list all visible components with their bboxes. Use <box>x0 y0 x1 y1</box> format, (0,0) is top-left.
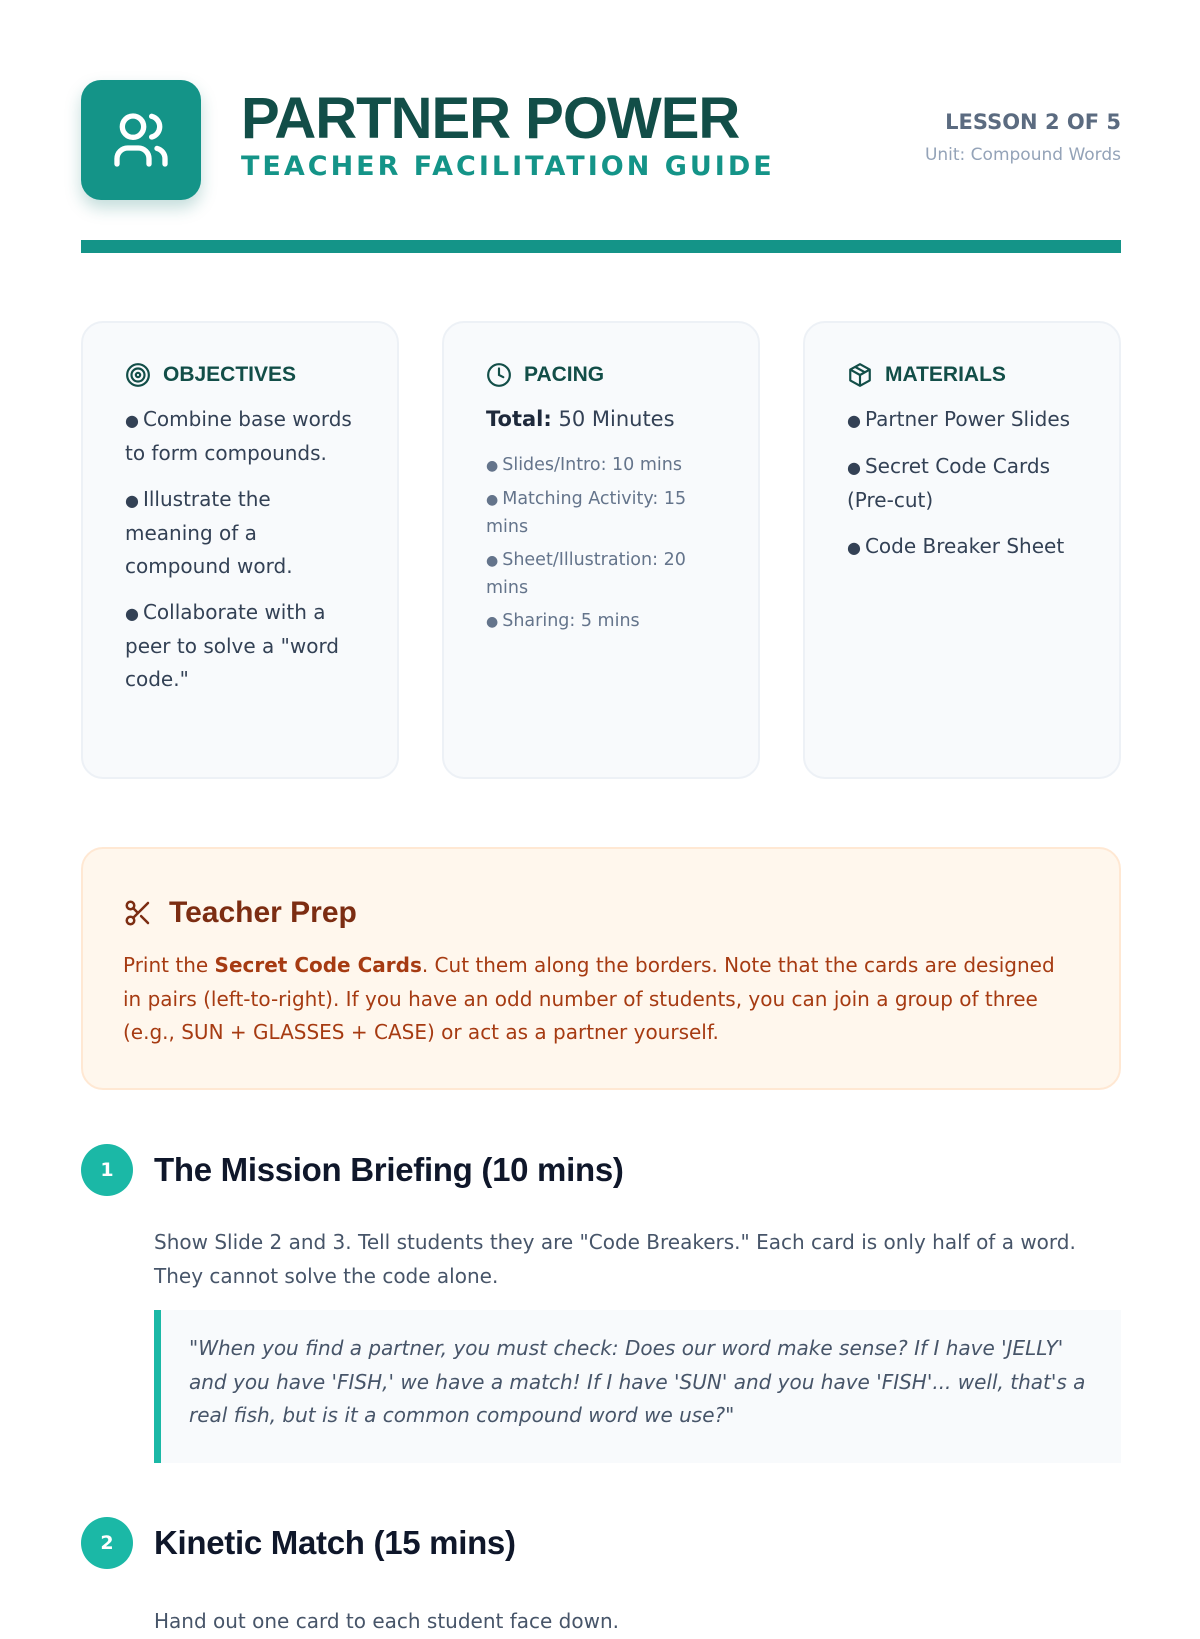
prep-text-part: Print the <box>123 953 215 977</box>
list-item: ● Sheet/Illustration: 20 mins <box>486 550 686 598</box>
step-number: 2 <box>81 1517 133 1569</box>
teacher-quote: "When you find a partner, you must check: Does our word make sense? If I have 'JELLY' and you have 'FISH,' we have a match! If I have 'SUN' and you have 'FISH'... well, that's a real fish, but is it a common compound word we use?" <box>154 1310 1121 1463</box>
step-title: Kinetic Match (15 mins) <box>154 1524 516 1561</box>
pacing-total-label: Total: <box>486 407 552 431</box>
pacing-text: Sharing: 5 mins <box>502 611 640 631</box>
page-subtitle: TEACHER FACILITATION GUIDE <box>241 151 775 182</box>
info-cards <box>81 321 1121 779</box>
materials-card <box>803 321 1121 779</box>
objectives-heading <box>125 361 357 389</box>
material-text: Partner Power Slides <box>864 407 1071 431</box>
unit-label: Unit: Compound Words <box>924 145 1121 165</box>
clock-icon <box>486 362 512 388</box>
materials-heading-label: MATERIALS <box>885 363 1006 386</box>
pacing-text: Sheet/Illustration: 20 mins <box>486 550 686 598</box>
header-divider <box>81 240 1121 253</box>
pacing-card <box>442 321 760 779</box>
list-item: ● Collaborate with a peer to solve a "word code." <box>125 600 340 691</box>
step-text: Hand out one card to each student face down. <box>154 1609 619 1633</box>
teacher-prep-text <box>123 949 1079 1050</box>
objective-text: Combine base words to form compounds. <box>125 407 352 465</box>
package-icon <box>847 362 873 388</box>
prep-text-part: . Cut them along the borders. Note that the cards are designed in pairs (left-to-right). If you have an odd number of students, you can join a group of three (e.g., SUN + GLASSES + CASE) or act as a partner yourself. <box>123 953 1055 1044</box>
objective-text: Collaborate with a peer to solve a "word code." <box>125 600 340 691</box>
pacing-text: Slides/Intro: 10 mins <box>502 455 682 475</box>
prep-text-bold: Secret Code Cards <box>214 953 422 977</box>
lesson-number: LESSON 2 OF 5 <box>945 110 1121 134</box>
objectives-list <box>125 403 357 696</box>
material-text: Code Breaker Sheet <box>864 534 1065 558</box>
header <box>81 80 1121 200</box>
step-text: Show Slide 2 and 3. Tell students they are "Code Breakers." Each card is only half of a word. They cannot solve the code alone. <box>154 1230 1076 1288</box>
pacing-heading <box>486 361 718 389</box>
objective-text: Illustrate the meaning of a compound word. <box>125 487 293 578</box>
list-item: ● Code Breaker Sheet <box>847 534 1065 558</box>
logo <box>81 80 201 200</box>
pacing-total-value: 50 Minutes <box>558 407 675 431</box>
materials-heading <box>847 361 1079 389</box>
objectives-card <box>81 321 399 779</box>
list-item: ● Partner Power Slides <box>847 407 1071 431</box>
pacing-total <box>486 403 718 436</box>
list-item: ● Slides/Intro: 10 mins <box>486 455 682 475</box>
teacher-prep-box <box>81 847 1121 1090</box>
materials-list <box>847 403 1079 564</box>
pacing-list <box>486 452 718 636</box>
step-number: 1 <box>81 1144 133 1196</box>
pacing-heading-label: PACING <box>524 363 605 386</box>
list-item: ● Combine base words to form compounds. <box>125 407 352 465</box>
material-text: Secret Code Cards (Pre-cut) <box>847 454 1051 512</box>
objectives-heading-label: OBJECTIVES <box>163 363 297 386</box>
step-title: The Mission Briefing (10 mins) <box>154 1151 624 1188</box>
target-icon <box>125 362 151 388</box>
page-title: PARTNER POWER <box>241 86 740 151</box>
list-item: ● Matching Activity: 15 mins <box>486 489 687 537</box>
pacing-text: Matching Activity: 15 mins <box>486 489 687 537</box>
teacher-prep-heading <box>123 893 1079 933</box>
scissors-icon <box>123 898 153 928</box>
teacher-prep-heading-label: Teacher Prep <box>169 896 357 929</box>
users-icon <box>109 108 173 172</box>
list-item: ● Illustrate the meaning of a compound word. <box>125 487 293 578</box>
list-item: ● Sharing: 5 mins <box>486 611 640 631</box>
list-item: ● Secret Code Cards (Pre-cut) <box>847 454 1051 512</box>
